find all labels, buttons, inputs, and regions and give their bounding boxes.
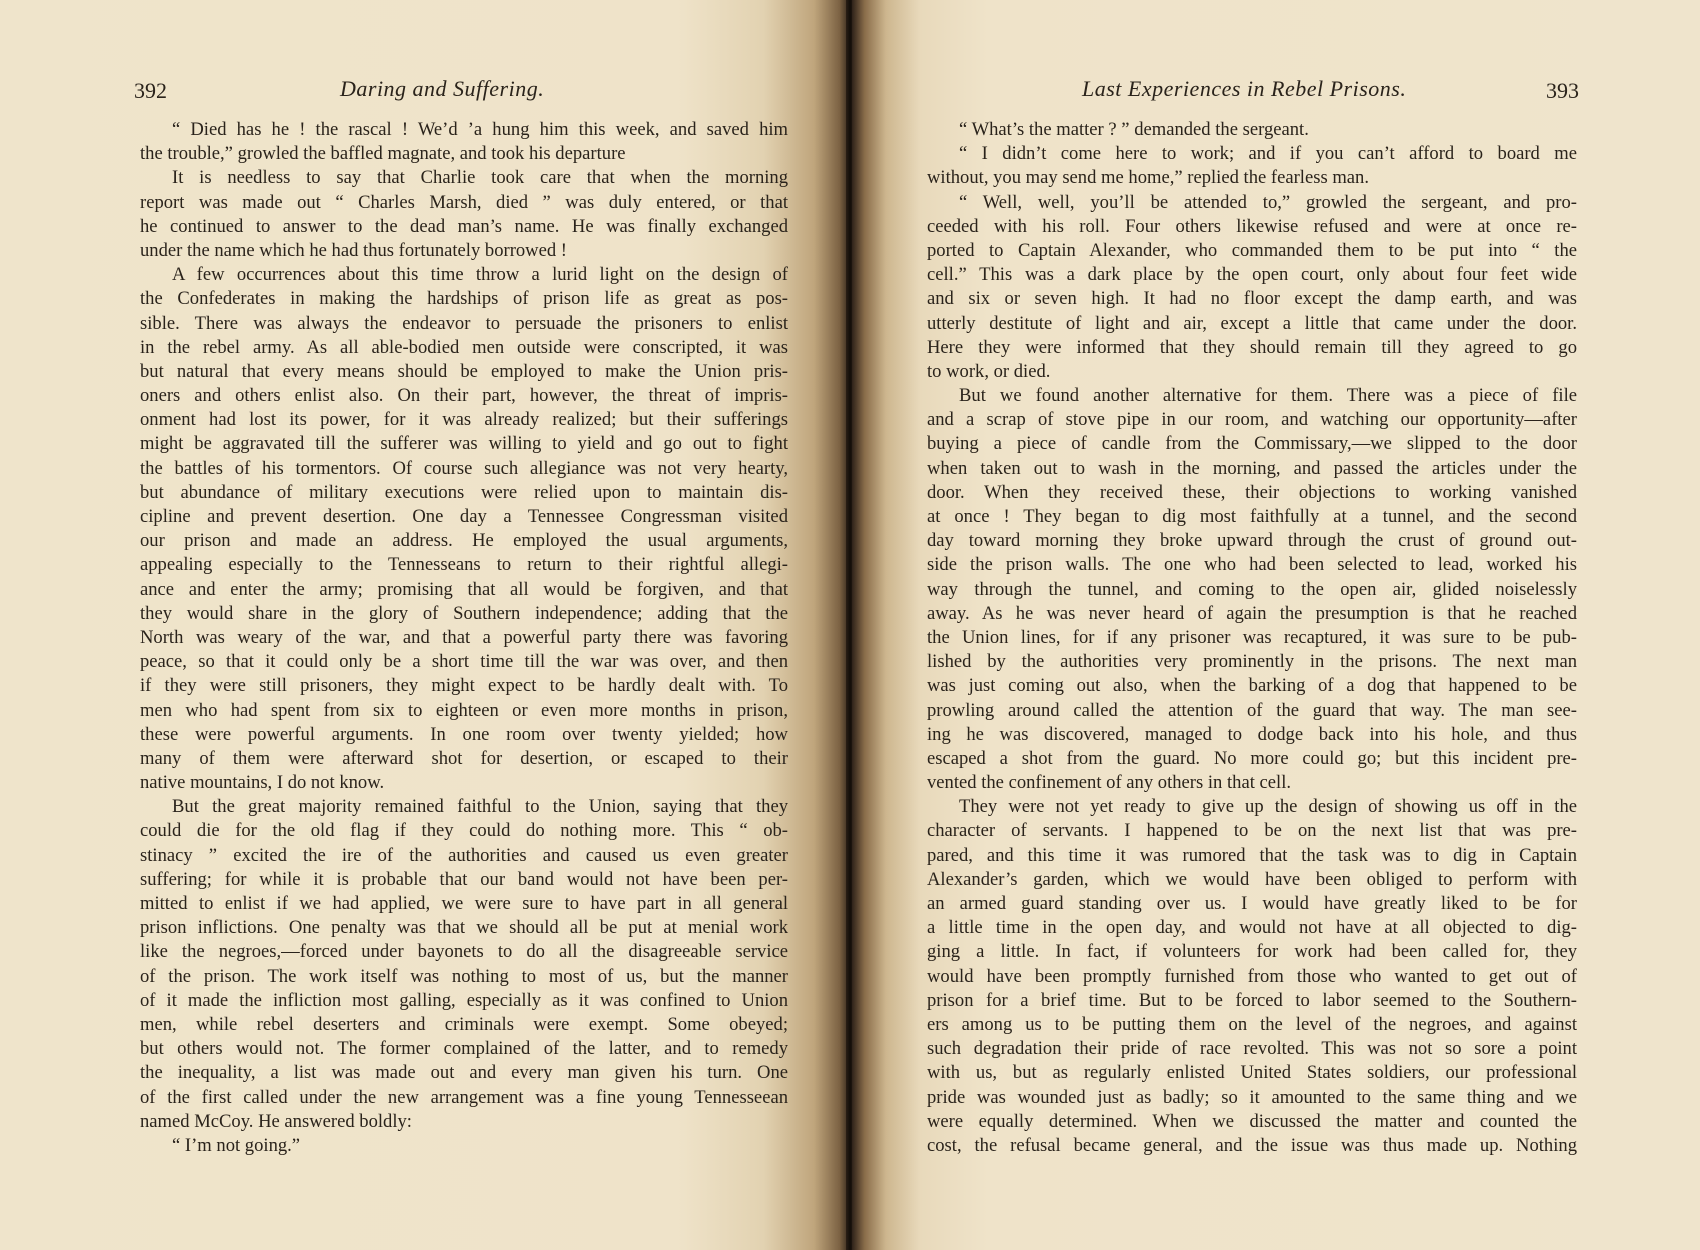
text-line: was just coming out also, when the barking of a dog that happened to be [927, 675, 1577, 697]
running-head: Daring and Suffering. [340, 76, 545, 101]
text-line: appealing especially to the Tennesseans to return to their rightful allegi- [140, 554, 788, 576]
text-line: could die for the old flag if they could do nothing more. This “ ob- [140, 820, 788, 842]
text-line: day toward morning they broke upward through the crust of ground out- [927, 530, 1577, 552]
text-line: he continued to answer to the dead man’s name. He was finally exchanged [140, 215, 788, 237]
text-line: when taken out to wash in the morning, and passed the articles under the [927, 457, 1577, 479]
text-line: the inequality, a list was made out and every man given his turn. One [140, 1062, 788, 1084]
text-line: men who had spent from six to eighteen or even more months in prison, [140, 699, 788, 721]
text-line: in the rebel army. As all able-bodied men outside were conscripted, it was [140, 336, 788, 358]
text-line: ging a little. In fact, if volunteers for work had been called for, they [927, 941, 1577, 963]
text-line: “ Well, well, you’ll be attended to,” growled the sergeant, and pro- [959, 191, 1577, 213]
text-line: suffering; for while it is probable that our band would not have been per- [140, 868, 788, 890]
text-line: of the first called under the new arrangement was a fine young Tennesseean [140, 1086, 788, 1108]
text-line: the Confederates in making the hardships of prison life as great as pos- [140, 288, 788, 310]
text-line: escaped a shot from the guard. No more could go; but this incident pre- [927, 747, 1577, 769]
text-line: the battles of his tormentors. Of course such allegiance was not very hearty, [140, 457, 788, 479]
text-line: They were not yet ready to give up the design of showing us off in the [959, 796, 1577, 818]
text-line: sible. There was always the endeavor to persuade the prisoners to enlist [140, 312, 788, 334]
text-line: prowling around called the attention of the guard that way. The man see- [927, 699, 1577, 721]
text-line: of it made the infliction most galling, especially as it was confined to Union [140, 989, 788, 1011]
text-line: named McCoy. He answered boldly: [140, 1110, 412, 1132]
right-page [852, 0, 1700, 1250]
text-line: but natural that every means should be employed to make the Union pris- [140, 360, 788, 382]
text-line: prison inflictions. One penalty was that we should all be put at menial work [140, 917, 788, 939]
text-line: to work, or died. [927, 360, 1051, 382]
text-line: onment had lost its power, for it was already realized; but their sufferings [140, 409, 788, 431]
text-line: utterly destitute of light and air, except a little that came under the door. [927, 312, 1577, 334]
text-line: they would share in the glory of Southern independence; adding that the [140, 602, 788, 624]
text-line: were equally determined. When we discussed the matter and counted the [927, 1110, 1577, 1132]
text-line: Here they were informed that they should remain till they agreed to go [927, 336, 1577, 358]
page-number: 392 [134, 78, 167, 103]
text-line: peace, so that it could only be a short time till the war was over, and then [140, 651, 788, 673]
text-line: at once ! They began to dig most faithfully at a tunnel, and the second [927, 506, 1577, 527]
text-line: but others would not. The former complained of the latter, and to remedy [140, 1038, 788, 1060]
text-line: ported to Captain Alexander, who commanded them to be put into “ the [927, 239, 1577, 261]
text-line: door. When they received these, their objections to working vanished [927, 481, 1577, 503]
text-line: way through the tunnel, and coming to the open air, glided noiselessly [927, 578, 1577, 600]
text-line: the Union lines, for if any prisoner was recaptured, it was sure to be pub- [927, 626, 1577, 648]
text-line: if they were still prisoners, they might expect to be hardly dealt with. To [140, 675, 788, 697]
text-line: such degradation their pride of race revolted. This was not so sore a point [927, 1038, 1577, 1060]
left-page [0, 0, 848, 1250]
text-line: “ What’s the matter ? ” demanded the sergeant. [959, 119, 1309, 140]
text-line: prison for a brief time. But to be forced to labor seemed to the Southern- [927, 989, 1577, 1011]
text-line: character of servants. I happened to be on the next list that was pre- [927, 820, 1577, 842]
text-line: with us, but as regularly enlisted United States soldiers, our professional [927, 1062, 1577, 1084]
text-line: of the prison. The work itself was nothing to most of us, but the manner [140, 965, 788, 987]
text-line: the trouble,” growled the baffled magnate, and took his departure [140, 143, 626, 165]
text-line: stinacy ” excited the ire of the authorities and caused us even greater [140, 844, 788, 866]
text-line: ceeded with his roll. Four others likewise refused and were at once re- [927, 215, 1577, 237]
text-line: men, while rebel deserters and criminals were exempt. Some obeyed; [140, 1013, 788, 1035]
text-line: lished by the authorities very prominently in the prisons. The next man [927, 651, 1577, 673]
text-line: might be aggravated till the sufferer was willing to yield and go out to fight [140, 433, 788, 455]
text-line: but abundance of military executions were relied upon to maintain dis- [140, 481, 788, 503]
text-line: mitted to enlist if we had applied, we were sure to have part in all general [140, 893, 788, 914]
text-line: oners and others enlist also. On their part, however, the threat of impris- [140, 385, 788, 407]
text-line: pride was wounded just as badly; so it amounted to the same thing and we [927, 1086, 1577, 1108]
text-line: report was made out “ Charles Marsh, died ” was duly entered, or that [140, 191, 788, 213]
text-line: pared, and this time it was rumored that the task was to dig in Captain [927, 844, 1577, 866]
text-line: North was weary of the war, and that a powerful party there was favoring [140, 626, 788, 648]
text-line: our prison and made an address. He employed the usual arguments, [140, 530, 788, 552]
text-line: It is needless to say that Charlie took care that when the morning [172, 167, 788, 189]
text-line: side the prison walls. The one who had been selected to lead, worked his [927, 554, 1577, 576]
text-line: “ I’m not going.” [172, 1134, 301, 1156]
text-line: away. As he was never heard of again the presumption is that he reached [927, 602, 1577, 624]
text-line: native mountains, I do not know. [140, 772, 385, 794]
page-number: 393 [1546, 78, 1579, 103]
text-line: like the negroes,—forced under bayonets to do all the disagreeable service [140, 941, 788, 963]
text-line: A few occurrences about this time throw a lurid light on the design of [172, 264, 788, 286]
text-line: would have been promptly furnished from those who wanted to get out of [927, 965, 1577, 987]
running-head: Last Experiences in Rebel Prisons. [1082, 76, 1407, 101]
text-line: cost, the refusal became general, and the issue was thus made up. Nothing [927, 1134, 1577, 1156]
text-line: and six or seven high. It had no floor except the damp earth, and was [927, 288, 1577, 310]
text-line: buying a piece of candle from the Commissary,—we slipped to the door [927, 433, 1577, 455]
text-line: ers among us to be putting them on the level of the negroes, and against [927, 1013, 1577, 1035]
right-page-body [927, 118, 1577, 1158]
text-line: many of them were afterward shot for desertion, or escaped to their [140, 747, 788, 769]
text-line: and a scrap of stove pipe in our room, and watching our opportunity—after [927, 409, 1577, 431]
text-line: But we found another alternative for them. There was a piece of file [959, 385, 1577, 407]
text-line: vented the confinement of any others in that cell. [927, 772, 1292, 794]
text-line: “ Died has he ! the rascal ! We’d ’a hung him this week, and saved him [172, 119, 788, 140]
text-line: cell.” This was a dark place by the open court, only about four feet wide [927, 264, 1577, 286]
text-line: under the name which he had thus fortunately borrowed ! [140, 239, 568, 261]
text-line: cipline and prevent desertion. One day a Tennessee Congressman visited [140, 506, 788, 527]
text-line: an armed guard standing over us. I would have greatly liked to be for [927, 893, 1577, 914]
left-page-body [140, 118, 788, 1158]
text-line: without, you may send me home,” replied the fearless man. [927, 167, 1369, 189]
text-line: a little time in the open day, and would not have at all objected to dig- [927, 917, 1577, 939]
text-line: “ I didn’t come here to work; and if you can’t afford to board me [959, 143, 1577, 165]
text-line: these were powerful arguments. In one room over twenty yielded; how [140, 723, 788, 745]
text-line: Alexander’s garden, which we would have been obliged to perform with [927, 868, 1577, 890]
text-line: ance and enter the army; promising that all would be forgiven, and that [140, 578, 788, 600]
text-line: But the great majority remained faithful to the Union, saying that they [172, 796, 788, 818]
text-line: ing he was discovered, managed to dodge back into his hole, and thus [927, 723, 1577, 745]
